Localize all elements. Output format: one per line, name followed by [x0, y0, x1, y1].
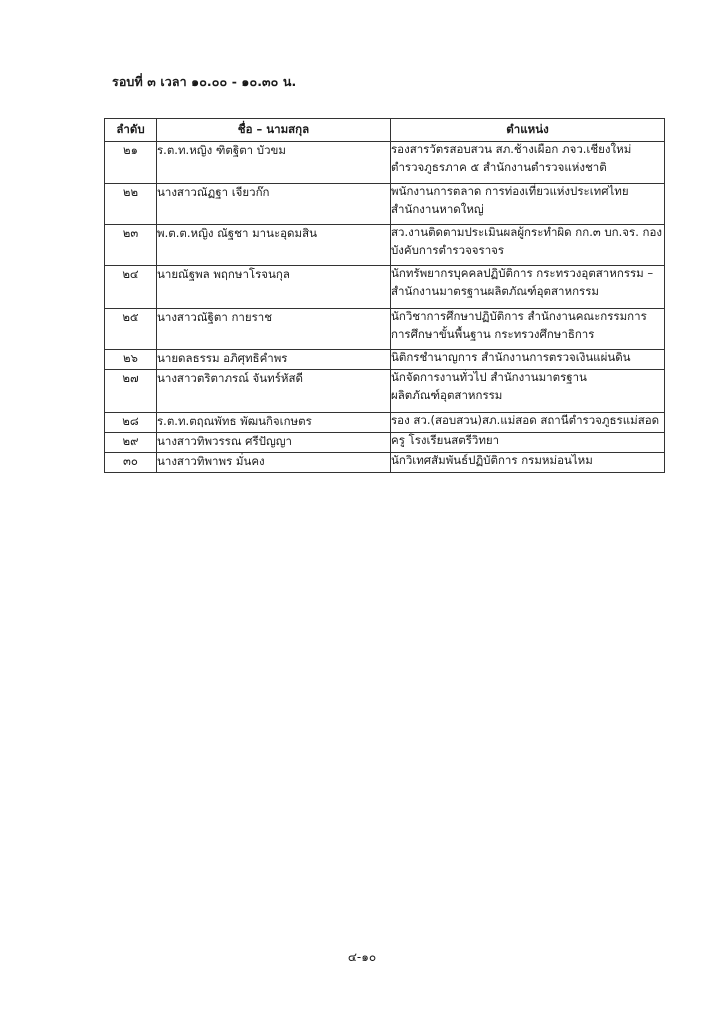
- row-position: [391, 309, 665, 350]
- row-name: นายณัฐพล พฤกษาโรจนกุล: [157, 266, 391, 309]
- row-number: ๒๑: [105, 142, 157, 184]
- row-name: นางสาวทิพวรรณ ศรีปัญญา: [157, 433, 391, 453]
- table-row: [105, 184, 665, 225]
- position-line: สว.งานติดตามประเมินผลผู้กระทำผิด กก.๓ บก.จร. กอง: [391, 225, 663, 239]
- table-row: [105, 225, 665, 266]
- position-line: นักวิเทศสัมพันธ์ปฏิบัติการ กรมหม่อนไหม: [391, 453, 593, 467]
- row-name: ร.ต.ท.หญิง ฑิตฐิตา บัวขม: [157, 142, 391, 184]
- row-name: นางสาวตริตาภรณ์ จันทร์หัสดี: [157, 370, 391, 413]
- row-position: [391, 184, 665, 225]
- row-name: พ.ต.ต.หญิง ณัฐชา มานะอุดมสิน: [157, 225, 391, 266]
- row-position: [391, 225, 665, 266]
- row-number: ๓๐: [105, 453, 157, 473]
- row-number: ๒๒: [105, 184, 157, 225]
- row-name: นางสาวณัฐิตา กายราช: [157, 309, 391, 350]
- table-row: [105, 453, 665, 473]
- position-line: นักวิชาการศึกษาปฏิบัติการ สำนักงานคณะกรรมการ: [391, 309, 647, 323]
- row-number: ๒๘: [105, 413, 157, 433]
- position-line: ผลิตภัณฑ์อุตสาหกรรม: [391, 388, 503, 402]
- row-number: ๒๓: [105, 225, 157, 266]
- table-row: [105, 266, 665, 309]
- position-line: รอง สว.(สอบสวน)สภ.แม่สอด สถานีตำรวจภูธรแม่สอด: [391, 413, 660, 427]
- position-line: รองสารวัตรสอบสวน สภ.ช้างเผือก ภจว.เชียงใหม่: [391, 142, 632, 156]
- position-line: นักจัดการงานทั่วไป สำนักงานมาตรฐาน: [391, 370, 587, 384]
- table-row: [105, 370, 665, 413]
- row-name: นางสาวณัฏฐา เจียวก๊ก: [157, 184, 391, 225]
- position-line: บังคับการตำรวจจราจร: [391, 243, 505, 257]
- position-line: พนักงานการตลาด การท่องเที่ยวแห่งประเทศไทย: [391, 184, 629, 198]
- row-number: ๒๙: [105, 433, 157, 453]
- position-line: นิติกรชำนาญการ สำนักงานการตรวจเงินแผ่นดิน: [391, 350, 631, 364]
- position-line: นักทรัพยากรบุคคลปฏิบัติการ กระทรวงอุตสาหกรรม –: [391, 266, 654, 280]
- column-header-no: ลำดับ: [105, 119, 157, 142]
- table-row: [105, 413, 665, 433]
- participant-table: [104, 118, 665, 473]
- column-header-name: ชื่อ – นามสกุล: [157, 119, 391, 142]
- row-position: [391, 142, 665, 184]
- position-line: สำนักงานหาดใหญ่: [391, 202, 484, 216]
- row-position: [391, 370, 665, 413]
- row-position: [391, 266, 665, 309]
- position-line: ครู โรงเรียนสตรีวิทยา: [391, 433, 500, 447]
- row-name: นายดลธรรม อภิศุทธิคำพร: [157, 350, 391, 370]
- table-row: [105, 142, 665, 184]
- row-name: นางสาวทิพาพร มั่นคง: [157, 453, 391, 473]
- row-number: ๒๔: [105, 266, 157, 309]
- row-number: ๒๖: [105, 350, 157, 370]
- position-line: สำนักงานมาตรฐานผลิตภัณฑ์อุตสาหกรรม: [391, 284, 599, 298]
- position-line: ตำรวจภูธรภาค ๕ สำนักงานตำรวจแห่งชาติ: [391, 160, 607, 174]
- position-line: การศึกษาขั้นพื้นฐาน กระทรวงศึกษาธิการ: [391, 327, 595, 341]
- row-position: [391, 453, 665, 473]
- row-name: ร.ต.ท.ตฤณพัทธ พัฒนกิจเกษตร: [157, 413, 391, 433]
- session-heading: รอบที่ ๓ เวลา ๑๐.๐๐ - ๑๐.๓๐ น.: [112, 74, 297, 89]
- table-row: [105, 309, 665, 350]
- column-header-position: ตำแหน่ง: [391, 119, 665, 142]
- page-number: ๔-๑๐: [347, 950, 377, 964]
- row-number: ๒๕: [105, 309, 157, 350]
- row-number: ๒๗: [105, 370, 157, 413]
